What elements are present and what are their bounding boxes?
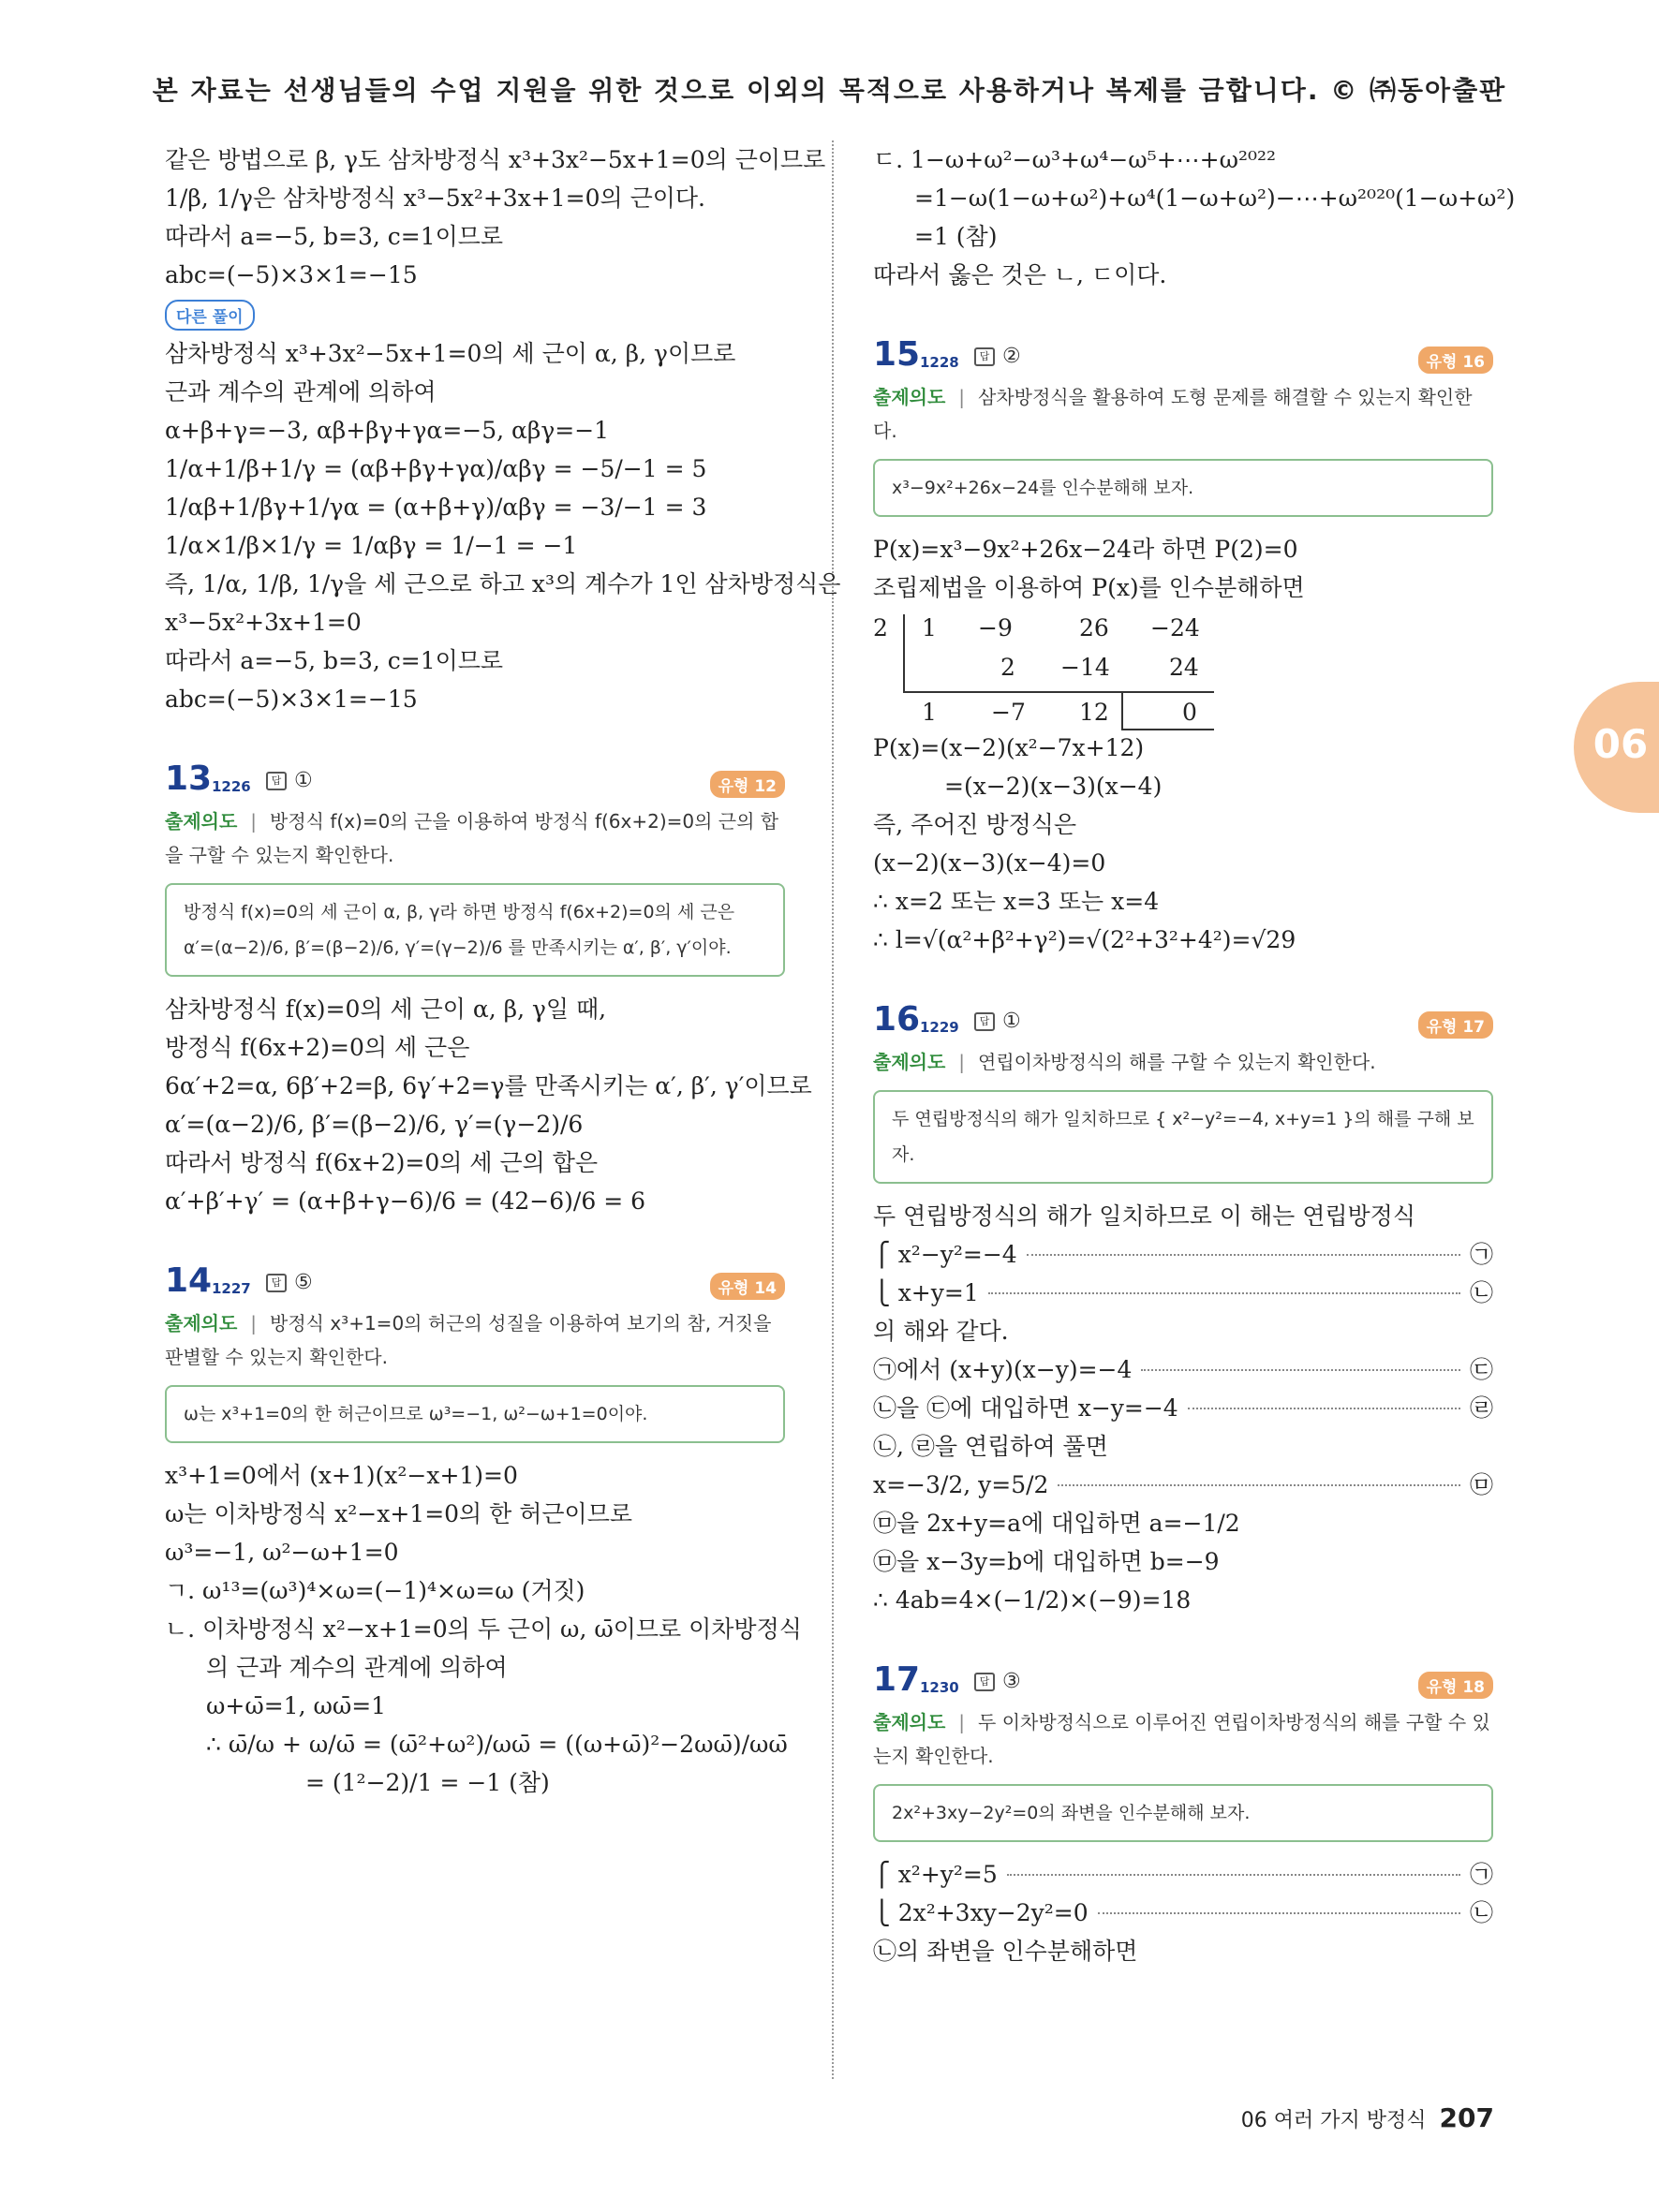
text-line: 1/β, 1/γ은 삼차방정식 x³−5x²+3x+1=0의 근이다. [165, 184, 705, 212]
text-line [873, 1542, 1493, 1581]
text-line: = (1²−2)/1 = −1 (참) [305, 1769, 550, 1796]
problem-intent: 출제의도 | 방정식 f(x)=0의 근을 이용하여 방정식 f(6x+2)=0의 근의 합을 구할 수 있는지 확인한다. [165, 810, 779, 866]
problem-id: 1230 [920, 1679, 959, 1696]
text-line [873, 1504, 1493, 1542]
equation-text: ㉡, ㉣을 연립하여 풀면 [873, 1433, 1108, 1460]
text-line: x³−5x²+3x+1=0 [165, 609, 362, 636]
text-line: 따라서 옳은 것은 ㄴ, ㄷ이다. [873, 261, 1167, 288]
syn-line [903, 691, 1214, 693]
syn-cell: 2 [1000, 654, 1015, 681]
syn-cell: 12 [1079, 699, 1109, 726]
leader-dots [1007, 1874, 1460, 1876]
intent-label: 출제의도 [165, 1312, 238, 1335]
text-line [873, 1389, 1493, 1427]
text-line: α′+β′+γ′ = (α+β+γ−6)/6 = (42−6)/6 = 6 [165, 1187, 645, 1215]
problem-id: 1229 [920, 1019, 959, 1036]
text-line: 방정식 f(6x+2)=0의 세 근은 [165, 1034, 470, 1061]
syn-line [1121, 729, 1214, 730]
page-number: 207 [1439, 2102, 1494, 2133]
syn-line [903, 614, 905, 693]
intent-label: 출제의도 [165, 810, 238, 833]
answer-value: ⑤ [294, 1271, 313, 1294]
equation-text: ⎩ 2x²+3xy−2y²=0 [873, 1899, 1089, 1926]
equation-text: ⎧ x²+y²=5 [873, 1861, 998, 1888]
hint-box: ω는 x³+1=0의 한 허근이므로 ω³=−1, ω²−ω+1=0이야. [165, 1385, 785, 1443]
text-line [873, 1350, 1493, 1389]
answer [974, 1670, 1021, 1693]
equation-text: ∴ 4ab=4×(−1/2)×(−9)=18 [873, 1586, 1192, 1614]
leader-dots [1058, 1484, 1460, 1486]
answer-icon: 답 [974, 347, 995, 366]
syn-cell: 1 [922, 614, 937, 641]
syn-line [1121, 691, 1123, 729]
text-line [873, 1312, 1493, 1350]
equation-marker: ㉣ [1469, 1394, 1493, 1422]
text-line: 따라서 a=−5, b=3, c=1이므로 [165, 647, 504, 674]
problem-id: 1227 [212, 1280, 251, 1297]
syn-cell: −7 [991, 699, 1026, 726]
text-line: ㄱ. ω¹³=(ω³)⁴×ω=(−1)⁴×ω=ω (거짓) [165, 1577, 585, 1604]
intent-text: 연립이차방정식의 해를 구할 수 있는지 확인한다. [978, 1051, 1376, 1073]
leader-dots [988, 1292, 1460, 1294]
text-line: 6α′+2=α, 6β′+2=β, 6γ′+2=γ를 만족시키는 α′, β′, γ′이므로 [165, 1072, 812, 1099]
hint-box: 2x²+3xy−2y²=0의 좌변을 인수분해해 보자. [873, 1784, 1493, 1842]
equation-text: 두 연립방정식의 해가 일치하므로 이 해는 연립방정식 [873, 1202, 1415, 1230]
text-line: 삼차방정식 x³+3x²−5x+1=0의 세 근이 α, β, γ이므로 [165, 340, 736, 367]
equation-text: 의 해와 같다. [873, 1318, 1009, 1345]
type-badge: 유형 12 [710, 771, 785, 798]
syn-cell: 0 [1182, 699, 1197, 726]
answer-icon: 답 [266, 772, 287, 790]
syn-cell: 26 [1079, 614, 1109, 641]
equation-marker: ㉢ [1469, 1356, 1493, 1383]
problem-intent: 출제의도 | 삼차방정식을 활용하여 도형 문제를 해결할 수 있는지 확인한다. [873, 386, 1473, 442]
text-line: 의 근과 계수의 관계에 의하여 [206, 1654, 508, 1681]
answer [266, 769, 313, 792]
equation-text: ㉤을 x−3y=b에 대입하면 b=−9 [873, 1548, 1220, 1575]
text-line: P(x)=(x−2)(x²−7x+12) [873, 734, 1145, 761]
text-line: ω+ω̄=1, ωω̄=1 [206, 1692, 387, 1719]
intent-label: 출제의도 [873, 1051, 946, 1073]
text-line: 따라서 방정식 f(6x+2)=0의 세 근의 합은 [165, 1149, 599, 1176]
problem-id: 1228 [920, 354, 959, 371]
intent-text: 두 이차방정식으로 이루어진 연립이차방정식의 해를 구할 수 있는지 확인한다. [873, 1711, 1490, 1767]
problem-number: 13 [165, 759, 213, 798]
answer-value: ② [1002, 345, 1021, 368]
equation-text: ⎧ x²−y²=−4 [873, 1241, 1017, 1268]
answer-icon: 답 [974, 1673, 995, 1691]
problem-intent: 출제의도 | 연립이차방정식의 해를 구할 수 있는지 확인한다. [873, 1051, 1376, 1073]
hint-box: 두 연립방정식의 해가 일치하므로 { x²−y²=−4, x+y=1 }의 해를 구해 보자. [873, 1090, 1493, 1184]
problem-14-header [165, 1258, 785, 1306]
equation-marker: ㉡ [1469, 1899, 1493, 1926]
divisor: 2 [873, 614, 888, 641]
problem-intent: 출제의도 | 방정식 x³+1=0의 허근의 성질을 이용하여 보기의 참, 거짓을 판별할 수 있는지 확인한다. [165, 1312, 772, 1368]
text-line: α′=(α−2)/6, β′=(β−2)/6, γ′=(γ−2)/6 [165, 1111, 584, 1138]
text-line: ∴ x=2 또는 x=3 또는 x=4 [873, 888, 1160, 915]
leader-dots [1141, 1369, 1460, 1371]
intent-label: 출제의도 [873, 1711, 946, 1733]
problem-17-header [873, 1657, 1493, 1705]
text-line: 삼차방정식 f(x)=0의 세 근이 α, β, γ일 때, [165, 995, 607, 1023]
text-line [873, 1274, 1493, 1312]
left-column [165, 140, 841, 1802]
text-line: abc=(−5)×3×1=−15 [165, 686, 418, 713]
text-line: 근과 계수의 관계에 의하여 [165, 378, 437, 406]
text-line: ㄷ. 1−ω+ω²−ω³+ω⁴−ω⁵+⋯+ω²⁰²² [873, 146, 1277, 173]
copyright-banner: 본 자료는 선생님들의 수업 지원을 위한 것으로 이외의 목적으로 사용하거나 복제를 금합니다. © ㈜동아출판 [152, 75, 1507, 106]
text-line: abc=(−5)×3×1=−15 [165, 261, 418, 288]
equation-text: x=−3/2, y=5/2 [873, 1471, 1049, 1498]
hint-box: x³−9x²+26x−24를 인수분해해 보자. [873, 459, 1493, 517]
intent-label: 출제의도 [873, 386, 946, 408]
synthetic-division [873, 607, 1493, 729]
text-line [873, 1427, 1493, 1466]
problem-number: 17 [873, 1660, 921, 1699]
syn-cell: 24 [1169, 654, 1199, 681]
answer [974, 345, 1021, 368]
text-line [873, 1581, 1493, 1619]
equation-text: ㉡의 좌변을 인수분해하면 [873, 1938, 1138, 1965]
answer [266, 1271, 313, 1294]
chapter-tab-number: 06 [1592, 721, 1649, 767]
text-line: ∴ ω̄/ω + ω/ω̄ = (ω̄²+ω²)/ωω̄ = ((ω+ω̄)²−2ωω̄)/ωω̄ [206, 1731, 788, 1758]
leader-dots [1188, 1408, 1460, 1409]
syn-cell: −9 [978, 614, 1013, 641]
equation-marker: ㉡ [1469, 1279, 1493, 1306]
syn-cell: −14 [1060, 654, 1110, 681]
page-footer [1241, 2102, 1494, 2133]
text-line: 즉, 주어진 방정식은 [873, 811, 1077, 838]
text-line: ㄴ. 이차방정식 x²−x+1=0의 두 근이 ω, ω̄이므로 이차방정식 [165, 1615, 802, 1643]
type-badge: 유형 17 [1418, 1011, 1493, 1039]
text-line: 1/α×1/β×1/γ = 1/αβγ = 1/−1 = −1 [165, 532, 578, 559]
text-line: (x−2)(x−3)(x−4)=0 [873, 849, 1106, 877]
syn-cell: −24 [1150, 614, 1200, 641]
problem-number: 15 [873, 335, 921, 374]
alt-solution-tag: 다른 풀이 [165, 300, 255, 331]
intent-text: 삼차방정식을 활용하여 도형 문제를 해결할 수 있는지 확인한다. [873, 386, 1473, 442]
hint-box: 방정식 f(x)=0의 세 근이 α, β, γ라 하면 방정식 f(6x+2)=0의 세 근은 α′=(α−2)/6, β′=(β−2)/6, γ′=(γ−2)/6 를 만족시키는 α′, β′, γ′이야. [165, 883, 785, 977]
text-line: =1−ω(1−ω+ω²)+ω⁴(1−ω+ω²)−⋯+ω²⁰²⁰(1−ω+ω²) [914, 184, 1516, 212]
problem-16-header [873, 996, 1493, 1045]
type-badge: 유형 14 [710, 1273, 785, 1300]
text-line: 같은 방법으로 β, γ도 삼차방정식 x³+3x²−5x+1=0의 근이므로 [165, 146, 826, 173]
text-line [873, 1235, 1493, 1274]
equation-marker: ㉤ [1469, 1471, 1493, 1498]
text-line [873, 1197, 1493, 1235]
answer-value: ① [1002, 1010, 1021, 1033]
text-line [873, 1932, 1493, 1970]
text-line: =(x−2)(x−3)(x−4) [944, 773, 1163, 800]
text-line: 즉, 1/α, 1/β, 1/γ을 세 근으로 하고 x³의 계수가 1인 삼차방정식은 [165, 570, 841, 597]
problem-intent: 출제의도 | 두 이차방정식으로 이루어진 연립이차방정식의 해를 구할 수 있는지 확인한다. [873, 1711, 1490, 1767]
text-line [873, 1855, 1493, 1894]
equation-text: ⎩ x+y=1 [873, 1279, 979, 1306]
answer [974, 1010, 1021, 1033]
right-column [873, 140, 1516, 1970]
text-line: =1 (참) [914, 223, 998, 250]
intent-text: 방정식 x³+1=0의 허근의 성질을 이용하여 보기의 참, 거짓을 판별할 수 있는지 확인한다. [165, 1312, 772, 1368]
text-line: ω³=−1, ω²−ω+1=0 [165, 1539, 399, 1566]
equation-text: ㉤을 2x+y=a에 대입하면 a=−1/2 [873, 1510, 1240, 1537]
text-line [873, 1466, 1493, 1504]
equation-text: ㉡을 ㉢에 대입하면 x−y=−4 [873, 1394, 1178, 1422]
answer-icon: 답 [266, 1274, 287, 1292]
problem-15-header [873, 332, 1493, 380]
equation-marker: ㉠ [1469, 1861, 1493, 1888]
column-divider [832, 140, 834, 2079]
text-line: α+β+γ=−3, αβ+βγ+γα=−5, αβγ=−1 [165, 417, 610, 444]
equation-text: ㉠에서 (x+y)(x−y)=−4 [873, 1356, 1133, 1383]
leader-dots [1027, 1254, 1460, 1256]
type-badge: 유형 16 [1418, 347, 1493, 374]
type-badge: 유형 18 [1418, 1672, 1493, 1699]
text-line: ∴ l=√(α²+β²+γ²)=√(2²+3²+4²)=√29 [873, 926, 1296, 953]
problem-number: 16 [873, 1000, 921, 1039]
footer-chapter: 06 여러 가지 방정식 [1240, 2109, 1427, 2132]
text-line: 1/αβ+1/βγ+1/γα = (α+β+γ)/αβγ = −3/−1 = 3 [165, 494, 707, 521]
syn-cell: 1 [922, 699, 937, 726]
problem-13-header [165, 756, 785, 804]
answer-value: ③ [1002, 1670, 1021, 1693]
text-line [873, 1894, 1493, 1932]
text-line: x³+1=0에서 (x+1)(x²−x+1)=0 [165, 1462, 518, 1489]
problem-id: 1226 [212, 778, 251, 795]
text-line: 1/α+1/β+1/γ = (αβ+βγ+γα)/αβγ = −5/−1 = 5 [165, 455, 707, 482]
problem-number: 14 [165, 1261, 213, 1300]
equation-marker: ㉠ [1469, 1241, 1493, 1268]
text-line: 따라서 a=−5, b=3, c=1이므로 [165, 223, 504, 250]
answer-value: ① [294, 769, 313, 792]
text-line: ω는 이차방정식 x²−x+1=0의 한 허근이므로 [165, 1500, 632, 1527]
leader-dots [1098, 1912, 1460, 1914]
text-line: P(x)=x³−9x²+26x−24라 하면 P(2)=0 [873, 536, 1298, 563]
text-line: 조립제법을 이용하여 P(x)를 인수분해하면 [873, 574, 1305, 601]
intent-text: 방정식 f(x)=0의 근을 이용하여 방정식 f(6x+2)=0의 근의 합을 구할 수 있는지 확인한다. [165, 810, 779, 866]
answer-icon: 답 [974, 1012, 995, 1031]
